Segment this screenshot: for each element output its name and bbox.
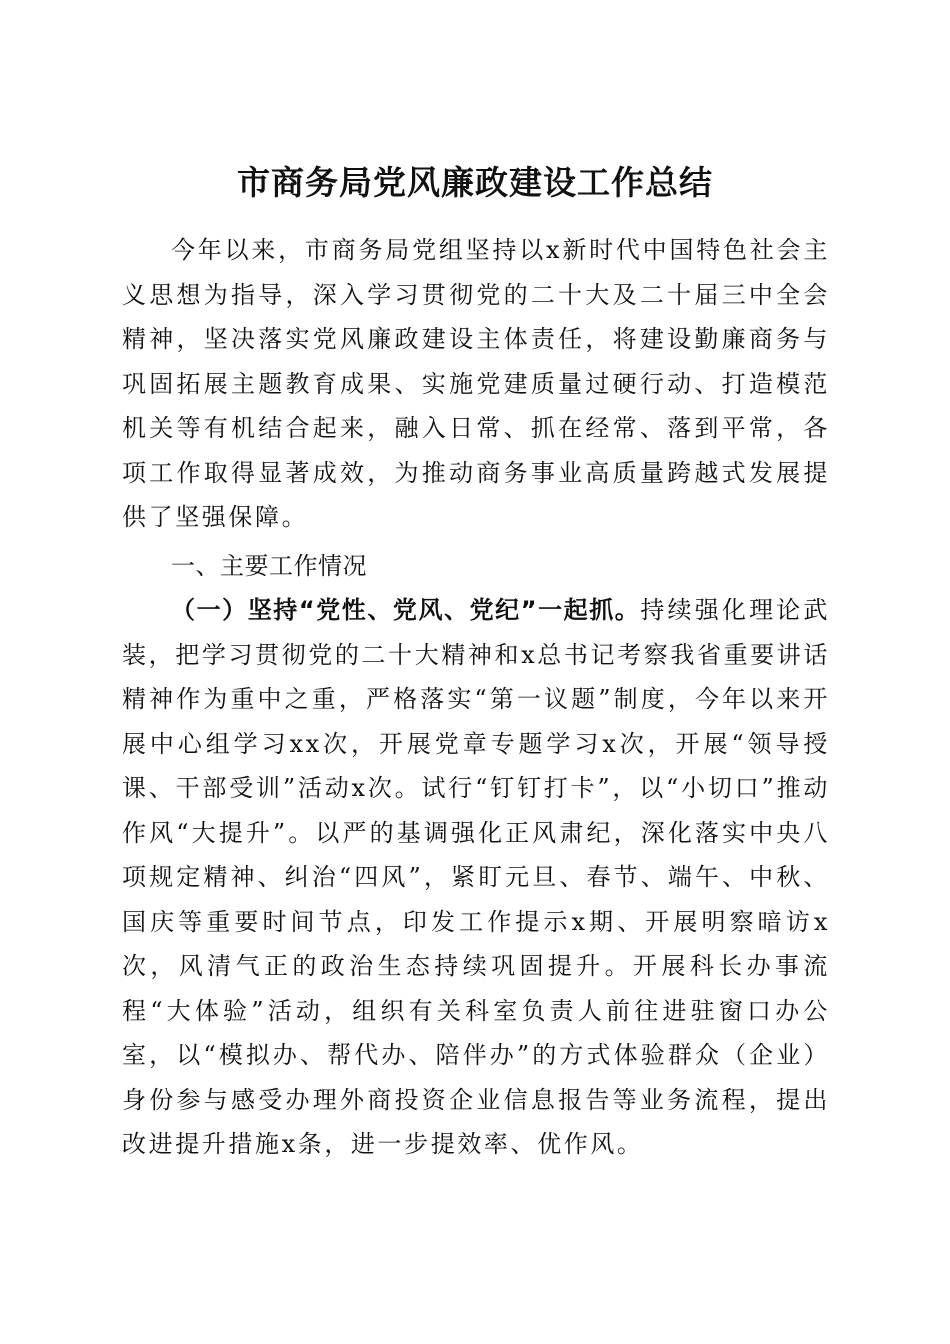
subsection-1-paragraph (122, 588, 830, 1167)
intro-paragraph: 今年以来，市商务局党组坚持以x新时代中国特色社会主义思想为指导，深入学习贯彻党的二十大及二十届三中全会精神，坚决落实党风廉政建设主体责任，将建设勤廉商务与巩固拓展主题教育成果、实施党建质量过硬行动、打造模范机关等有机结合起来，融入日常、抓在经常、落到平常，各项工作取得显著成效，为推动商务事业高质量跨越式发展提供了坚强保障。 (122, 236, 830, 531)
section-1-heading: 一、主要工作情况 (171, 552, 367, 580)
subsection-1-body: 持续强化理论武装，把学习贯彻党的二十大精神和x总书记考察我省重要讲话精神作为重中之重，严格落实“第一议题”制度，今年以来开展中心组学习xx次，开展党章专题学习x次，开展“领导授课、干部受训”活动x次。试行“钉钉打卡”，以“小切口”推动作风“大提升”。以严的基调强化正风肃纪，深化落实中央八项规定精神、纠治“四风”，紧盯元旦、春节、端午、中秋、国庆等重要时间节点，印发工作提示x期、开展明察暗访x次，风清气正的政治生态持续巩固提升。开展科长办事流程“大体验”活动，组织有关科室负责人前往进驻窗口办公室，以“模拟办、帮代办、陪伴办”的方式体验群众（企业）身份参与感受办理外商投资企业信息报告等业务流程，提出改进提升措施x条，进一步提效率、优作风。 (122, 596, 831, 1158)
document-title: 市商务局党风廉政建设工作总结 (237, 163, 713, 203)
subsection-1-heading: （一）坚持“党性、党风、党纪”一起抓。 (171, 596, 641, 624)
